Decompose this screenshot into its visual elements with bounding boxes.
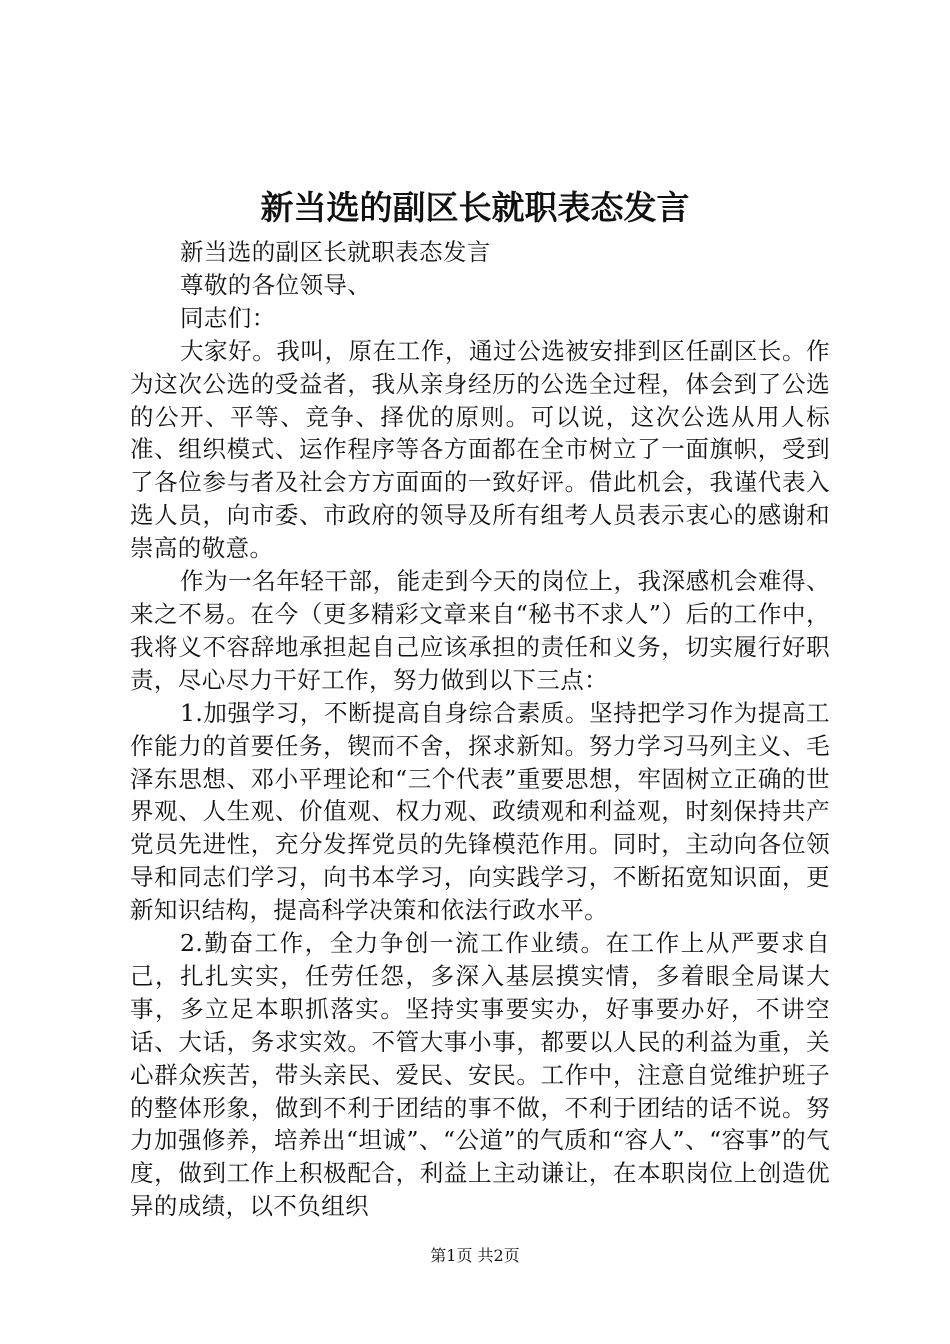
paragraph-point-2: 2.勤奋工作，全力争创一流工作业绩。在工作上从严要求自己，扎扎实实，任劳任怨，多深入基层摸实情，多着眼全局谋大事，多立足本职抓落实。坚持实事要实办，好事要办好，不讲空话、大话，务求实效。不管大事小事，都要以人民的利益为重，关心群众疾苦，带头亲民、爱民、安民。工作中，注意自觉维护班子的整体形象，做到不利于团结的事不做，不利于团结的话不说。努力加强修养，培养出“坦诚”、“公道”的气质和“容人”、“容事”的气度，做到工作上积极配合，利益上主动谦让，在本职岗位上创造优异的成绩，以不负组织 (130, 929, 830, 1221)
paragraph-greeting: 大家好。我叫，原在工作，通过公选被安排到区任副区长。作为这次公选的受益者，我从亲身经历的公选全过程，体会到了公选的公开、平等、竞争、择优的原则。可以说，这次公选从用人标准、组织模式、运作程序等各方面都在全市树立了一面旗帜，受到了各位参与者及社会方方面面的一致好评。借此机会，我谨代表入选人员，向市委、市政府的领导及所有组考人员表示衷心的感谢和崇高的敬意。 (130, 336, 830, 563)
paragraph-commitment: 作为一名年轻干部，能走到今天的岗位上，我深感机会难得、来之不易。在今（更多精彩文章来自“秘书不求人”）后的工作中，我将义不容辞地承担起自己应该承担的责任和义务，切实履行好职责，尽心尽力干好工作，努力做到以下三点： (130, 567, 830, 694)
paragraph-point-1: 1.加强学习，不断提高自身综合素质。坚持把学习作为提高工作能力的首要任务，锲而不舍，探求新知。努力学习马列主义、毛泽东思想、邓小平理论和“三个代表”重要思想，牢固树立正确的世界观、人生观、价值观、权力观、政绩观和利益观，时刻保持共产党员先进性，充分发挥党员的先锋模范作用。同时，主动向各位领导和同志们学习，向书本学习，向实践学习，不断拓宽知识面，更新知识结构，提高科学决策和依法行政水平。 (130, 698, 830, 925)
paragraph-salutation: 尊敬的各位领导、 (180, 270, 372, 299)
paragraph-salutation-2: 同志们： (180, 303, 276, 332)
document-title: 新当选的副区长就职表态发言 (260, 188, 690, 227)
document-body (130, 236, 830, 1223)
page-footer: 第1页 共2页 (430, 1246, 520, 1265)
paragraph-subtitle: 新当选的副区长就职表态发言 (180, 238, 491, 266)
